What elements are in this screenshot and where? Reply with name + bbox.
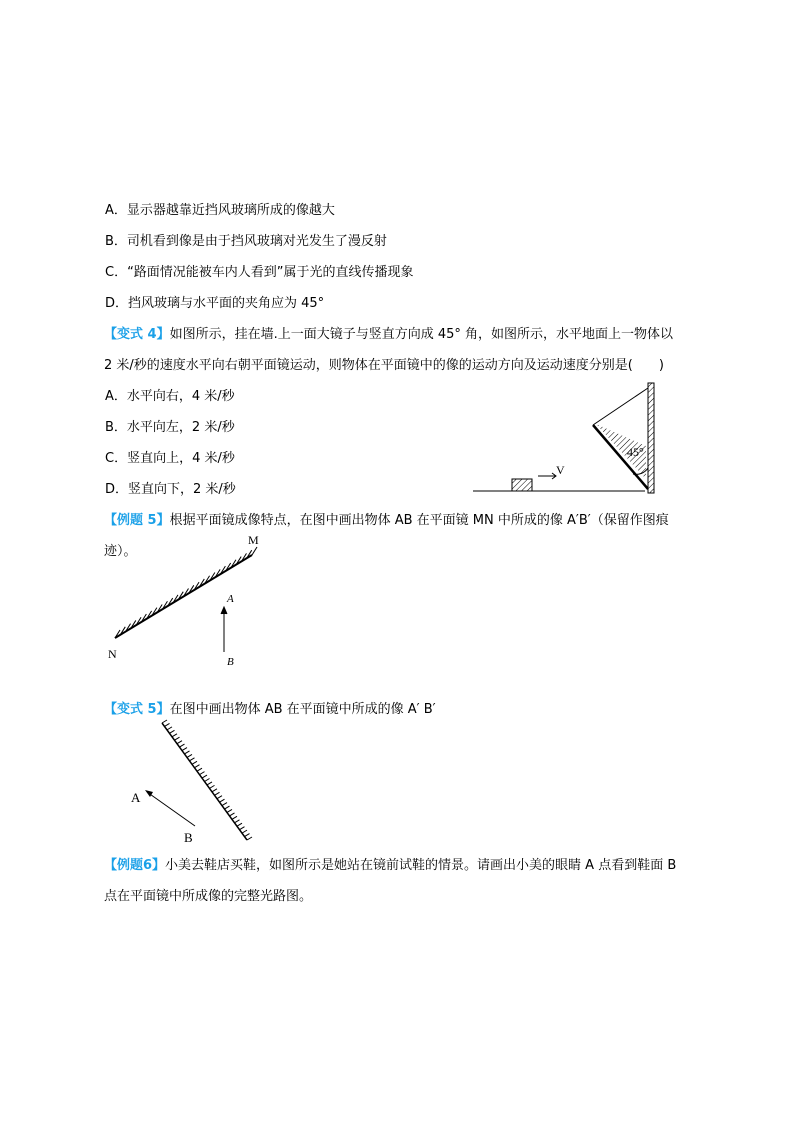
object-box	[512, 479, 532, 491]
variant5-text1: 在图中画出物体 AB 在平面镜中所成的像 A′ B′	[169, 702, 436, 717]
mirror-mn-figure	[100, 530, 270, 675]
mirror-ab-figure	[125, 718, 260, 848]
example5-line2: 迹）。	[104, 544, 137, 559]
mirror-hatch-2	[162, 720, 252, 840]
example6-line2: 点在平面镜中所成像的完整光路图。	[104, 889, 313, 904]
label-a: A	[227, 593, 234, 605]
variant4-option-b: B．水平向左，2 米/秒	[105, 420, 235, 435]
example5-line1	[104, 513, 669, 529]
example6-text1: 小美去鞋店买鞋，如图所示是她站在镜前试鞋的情景。请画出小美的眼睛 A 点看到鞋面 B	[165, 858, 677, 873]
variant4-tag: 【变式 4】	[104, 327, 170, 342]
rope-line	[593, 388, 648, 425]
variant4-option-a: A．水平向右，4 米/秒	[105, 389, 235, 404]
variant4-text1: 如图所示，挂在墙.上一面大镜子与竖直方向成 45° 角，如图所示，水平地面上一物体以	[169, 327, 674, 342]
variant4-line2: 2 米/秒的速度水平向右朝平面镜运动，则物体在平面镜中的像的运动方向及运动速度分别是( )	[104, 358, 664, 373]
object-ab-2	[147, 792, 195, 826]
label-m: M	[248, 533, 259, 547]
variant4-option-d: D．竖直向下，2 米/秒	[105, 482, 236, 497]
example5-tag: 【例题 5】	[104, 513, 170, 528]
example6-tag: 【例题6】	[104, 858, 166, 873]
mirror-wall-figure	[470, 378, 660, 498]
label-a-2: A	[131, 790, 141, 805]
variant5-line1	[104, 702, 436, 718]
wall	[648, 383, 654, 493]
label-b: B	[227, 656, 234, 668]
example6-line1	[104, 858, 676, 874]
option-b: B．司机看到像是由于挡风玻璃对光发生了漫反射	[105, 234, 387, 249]
mirror-mn-hatch	[115, 547, 257, 638]
option-c: C．“路面情况能被车内人看到”属于光的直线传播现象	[105, 265, 414, 280]
variant4-line1	[104, 327, 673, 343]
option-a: A．显示器越靠近挡风玻璃所成的像越大	[105, 203, 335, 218]
variant4-option-c: C．竖直向上，4 米/秒	[105, 451, 235, 466]
object-ab-arrowhead	[221, 607, 227, 614]
example5-text1: 根据平面镜成像特点，在图中画出物体 AB 在平面镜 MN 中所成的像 A′B′（保留作图痕	[169, 513, 669, 528]
variant5-tag: 【变式 5】	[104, 702, 170, 717]
label-b-2: B	[184, 830, 193, 845]
label-n: N	[108, 647, 117, 661]
option-d: D．挡风玻璃与水平面的夹角应为 45°	[105, 296, 325, 311]
velocity-label: V	[556, 463, 565, 477]
angle-label: 45°	[627, 445, 644, 459]
